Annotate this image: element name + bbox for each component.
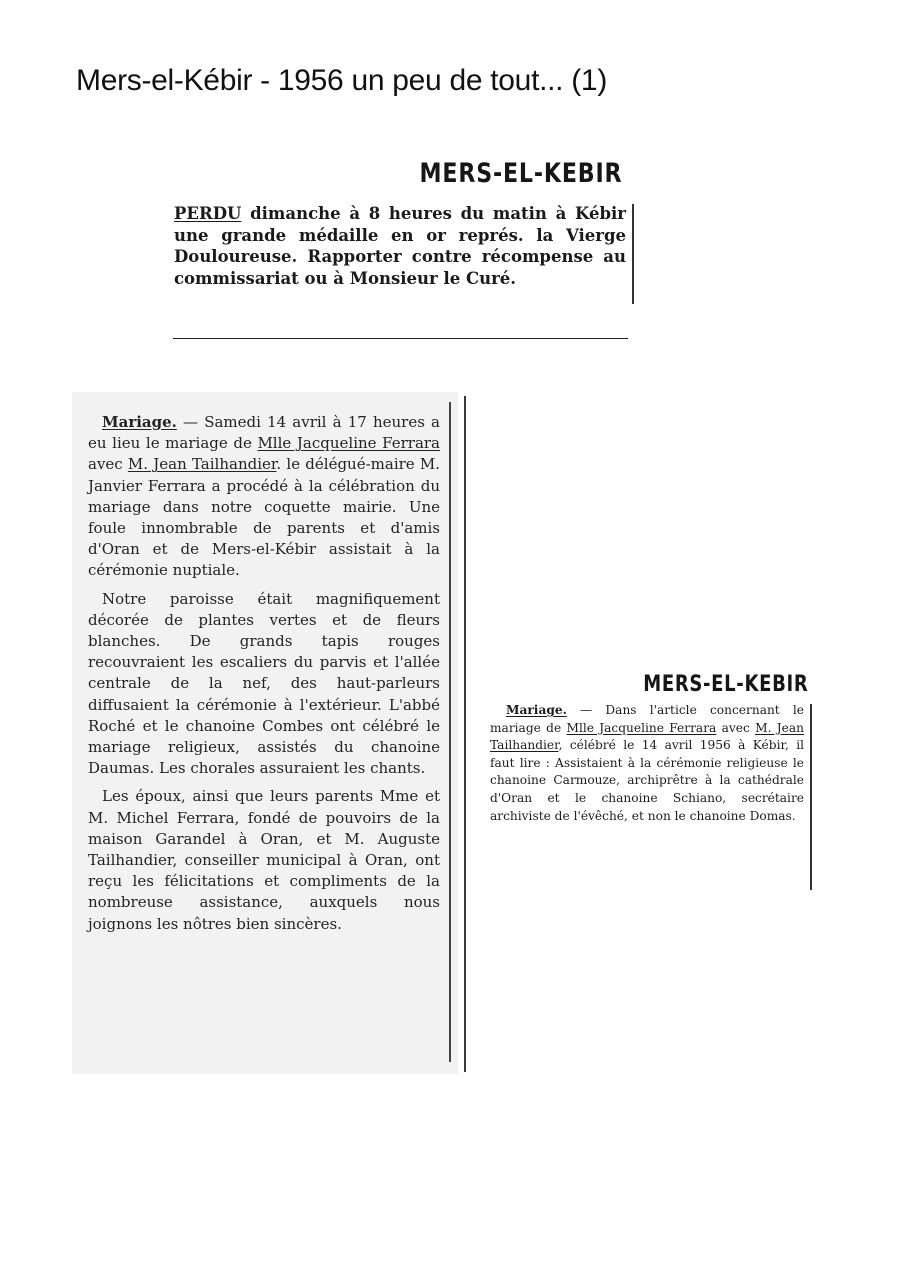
paragraph bbox=[490, 702, 804, 825]
clipping-body bbox=[490, 702, 804, 825]
column-rule bbox=[810, 704, 812, 890]
paragraph: Notre paroisse était magnifiquement décorée de plantes vertes et de fleurs blanches. De grands tapis rouges recouvraient les escaliers du parvis et l'allée centrale de la nef, des haut-parleurs diffusaient la cérémonie à l'extérieur. L'abbé Roché et le chanoine Combes ont célébré le mariage religieux, assistés du chanoine Daumas. Les chorales assuraient les chants. bbox=[88, 589, 440, 778]
clipping-body bbox=[88, 412, 440, 942]
clipping-rectificatif bbox=[482, 668, 818, 894]
bottom-rule bbox=[173, 338, 628, 339]
clipping-heading: MERS-EL-KEBIR bbox=[419, 158, 622, 189]
clipping-heading: MERS-EL-KEBIR bbox=[642, 672, 808, 697]
lead-word: Mariage. bbox=[102, 413, 177, 431]
lead-word: PERDU bbox=[174, 204, 242, 223]
body-text: dimanche à 8 heures du matin à Kébir une grande médaille en or représ. la Vierge Douloureuse. Rapporter contre récompense au commissariat ou à Monsieur le Curé. bbox=[174, 204, 626, 288]
column-divider bbox=[464, 396, 466, 1072]
clipping-mariage bbox=[72, 392, 458, 1074]
text-run: . le délégué-maire M. Janvier Ferrara a procédé à la célébration du mariage dans notre coquette mairie. Une foule innombrable de parents et d'amis d'Oran et de Mers-el-Kébir assistait à la cérémonie nuptiale. bbox=[88, 455, 441, 580]
column-rule bbox=[449, 402, 451, 1062]
groom-name: M. Jean Tailhandier bbox=[490, 720, 804, 753]
text-run: — Samedi 14 avril à 17 heures a eu lieu le mariage de bbox=[88, 413, 440, 453]
lead-word: Mariage. bbox=[506, 703, 567, 717]
clipping-body bbox=[174, 203, 626, 289]
bride-name: Mlle Jacqueline Ferrara bbox=[566, 720, 717, 735]
text-run: — Dans l'article concernant le mariage de bbox=[490, 703, 804, 735]
bride-name: Mlle Jacqueline Ferrara bbox=[257, 434, 440, 453]
text-run: avec bbox=[88, 455, 128, 474]
groom-name: M. Jean Tailhandier bbox=[127, 455, 277, 474]
text-run: avec bbox=[716, 720, 756, 735]
clipping-perdu bbox=[168, 150, 638, 350]
column-rule bbox=[632, 204, 634, 304]
paragraph bbox=[88, 412, 440, 582]
text-run: , célébré le 14 avril 1956 à Kébir, il faut lire : Assistaient à la cérémonie religieuse le chanoine Carmouze, archiprêtre à la cathédrale d'Oran et le chanoine Schiano, secrétaire archiviste de l'évêché, et non le chanoine Domas. bbox=[490, 738, 804, 823]
paragraph: Les époux, ainsi que leurs parents Mme et M. Michel Ferrara, fondé de pouvoirs de la maison Garandel à Oran, et M. Auguste Tailhandier, conseiller municipal à Oran, ont reçu les félicitations et compliments de la nombreuse assistance, auxquels nous joignons les nôtres bien sincères. bbox=[88, 787, 440, 933]
page-title: Mers-el-Kébir - 1956 un peu de tout... (1) bbox=[76, 64, 608, 97]
